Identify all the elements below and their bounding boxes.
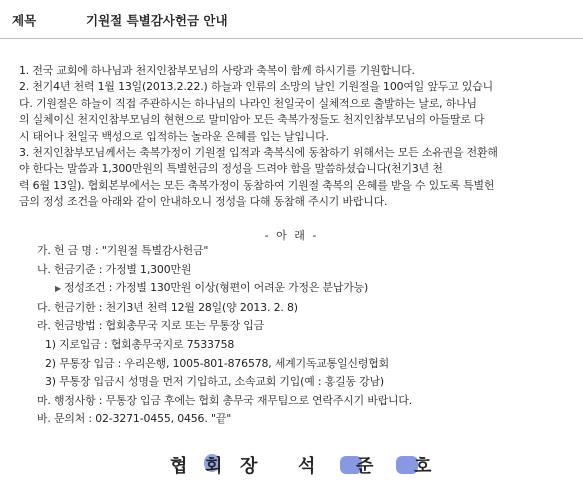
body-paragraphs (19, 63, 575, 211)
signature-char: 회 (205, 456, 223, 477)
signature-char: 협 (170, 456, 188, 477)
item-method-3: 3) 무통장 입금시 성명을 먼저 기입하고, 소속교회 기입(예 : 홍길동 강남) (45, 375, 385, 389)
details-list (37, 242, 577, 429)
paragraph-line: 의 실체이신 천지인참부모님의 현현으로 말미암아 모든 축복가정들도 천지인참부모님의 아들딸로 다 (19, 113, 485, 127)
item-method: 라. 헌금방법 : 협회총무국 지로 또는 무통장 입금 (37, 319, 265, 333)
paragraph-line: 력 6월 13일). 협회본부에서는 모든 축복가정이 동참하여 기원절 축복의 은혜를 받을 수 있도록 특별헌 (19, 178, 495, 192)
paragraph-line: 2. 천기4년 천력 1월 13일(2013.2.22.) 하늘과 인류의 소망의 날인 기원절을 100여일 앞두고 있습니 (19, 80, 493, 94)
paragraph-line: 3. 천지인참부모님께서는 축복가정이 기원절 입적과 축복식에 동참하기 위해서는 모든 소유권을 전환해 (19, 146, 498, 160)
item-name: 가. 헌 금 명 : "기원절 특별감사헌금" (37, 244, 209, 257)
paragraph-line: 야 한다는 말씀과 1,300만원의 특별헌금의 정성을 드려야 함을 말씀하셨습니다(천기3년 천 (19, 162, 443, 176)
item-admin: 마. 행정사항 : 무통장 입금 후에는 협회 총무국 재무팀으로 연락주시기 바랍니다. (37, 393, 413, 407)
paragraph-line: 1. 전국 교회에 하나님과 천지인참부모님의 사랑과 축복이 함께 하시기를 기원합니다. (19, 64, 415, 77)
item-condition-row (37, 279, 577, 299)
header-label: 제목 (12, 13, 37, 28)
item-inquiry: 바. 문의처 : 02-3271-0455, 0456. "끝" (37, 412, 232, 426)
signature-char: 호 (414, 456, 432, 477)
paragraph-line: 시 태어나 천일국 백성으로 입적하는 놀라운 은혜를 입는 날입니다. (19, 129, 329, 143)
signature (170, 452, 449, 478)
item-condition: 정성조건 : 가정별 130만원 이상(형편이 어려운 가정은 분납가능) (64, 281, 369, 295)
triangle-bullet-icon: ▶ (55, 284, 62, 294)
document-title: 기원절 특별감사헌금 안내 (86, 13, 228, 28)
signature-char: 장 (240, 456, 258, 477)
document-header (0, 0, 583, 39)
item-method-1: 1) 지로입금 : 협회총무국지로 7533758 (45, 337, 235, 351)
paragraph-line: 금의 정성 조건을 아래와 같이 안내하오니 정성을 다해 동참해 주시기 바랍니다. (19, 195, 388, 209)
item-standard: 나. 헌금기준 : 가정별 1,300만원 (37, 262, 192, 276)
paragraph-line: 다. 기원절은 하늘이 직접 주관하시는 하나님의 나라인 천일국이 실체적으로 출발하는 날로, 하나님 (19, 96, 477, 110)
signature-char: 석 (298, 456, 316, 477)
center-note: - 아 래 - (264, 229, 319, 242)
item-method-2: 2) 무통장 입금 : 우리은행, 1005-801-876578, 세계기독교통일신령협회 (45, 356, 389, 370)
signature-char: 준 (356, 456, 374, 477)
item-deadline: 다. 헌금기한 : 천기3년 천력 12월 28일(양 2013. 2. 8) (37, 300, 298, 314)
